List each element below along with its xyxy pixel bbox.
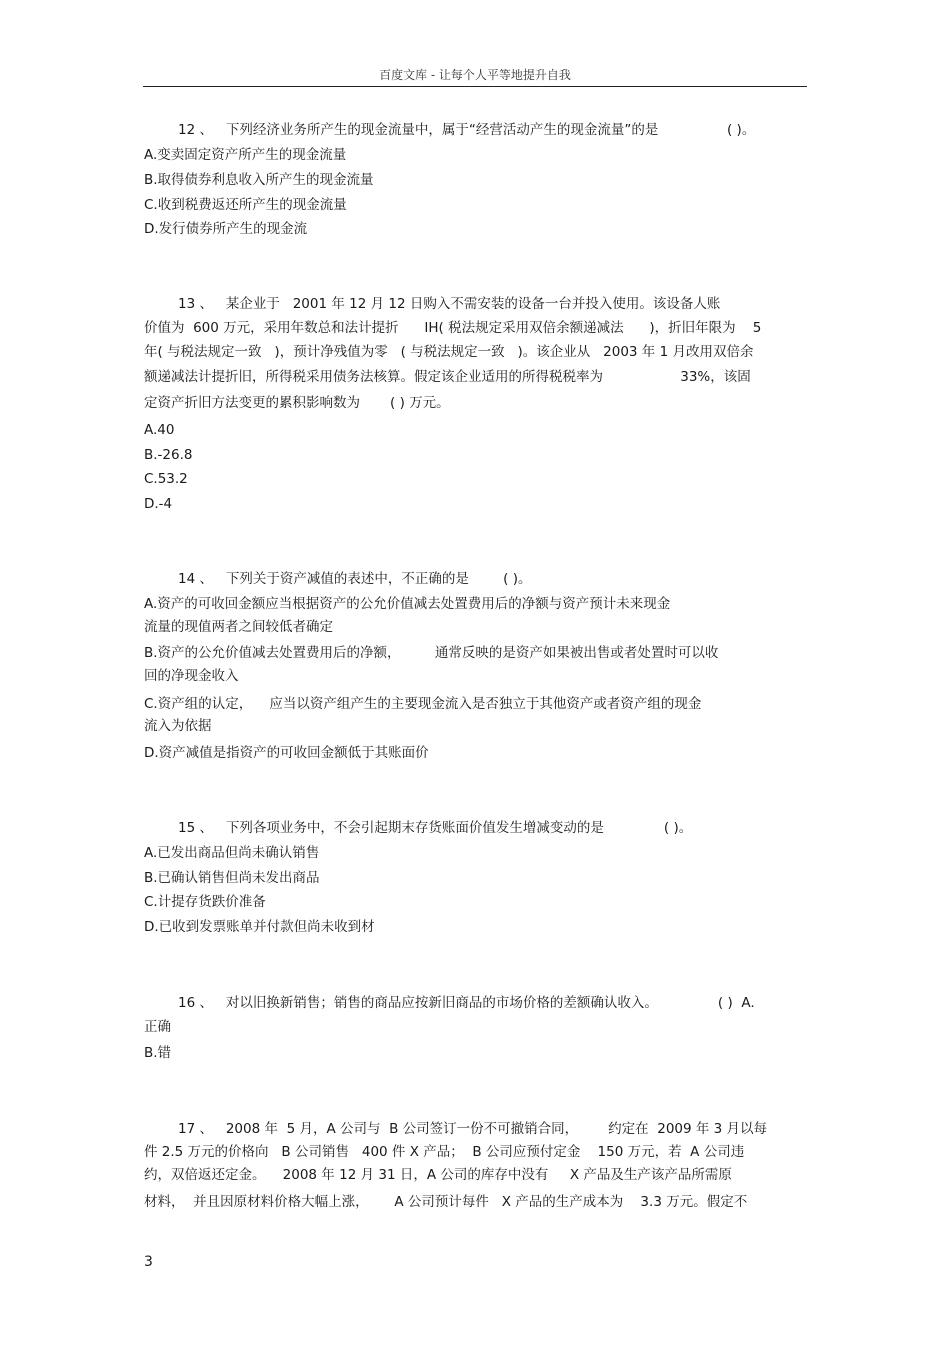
answer-option: 正确 xyxy=(144,1019,171,1035)
answer-option: D.资产减值是指资产的可收回金额低于其账面价 xyxy=(144,745,429,761)
answer-option: C.计提存货跌价准备 xyxy=(144,894,266,910)
answer-option: D.已收到发票账单并付款但尚未收到材 xyxy=(144,919,375,935)
answer-option-continued: 流量的现值两者之间较低者确定 xyxy=(144,619,333,635)
question-stem-line: 价值为 600 万元，采用年数总和法计提折 IH( 税法规定采用双倍余额递减法 )，折旧年限为 5 xyxy=(144,320,762,336)
answer-option: A.资产的可收回金额应当根据资产的公允价值减去处置费用后的净额与资产预计未来现金 xyxy=(144,596,671,612)
question-stem-line: 材料， 并且因原材料价格大幅上涨， A 公司预计每件 X 产品的生产成本为 3.3 万元。假定不 xyxy=(144,1194,748,1210)
answer-option: B.已确认销售但尚未发出商品 xyxy=(144,870,320,886)
question-stem: 12 、 下列经济业务所产生的现金流量中，属于“经营活动产生的现金流量”的是 ( )。 xyxy=(178,122,756,138)
answer-option: D.-4 xyxy=(144,496,173,512)
page-number: 3 xyxy=(144,1254,153,1270)
question-stem-line: 定资产折旧方法变更的累积影响数为 ( ) 万元。 xyxy=(144,395,450,411)
answer-option: B.错 xyxy=(144,1045,172,1061)
question-stem: 14 、 下列关于资产减值的表述中，不正确的是 ( )。 xyxy=(178,571,532,587)
answer-option: B.资产的公允价值减去处置费用后的净额， 通常反映的是资产如果被出售或者处置时可以收 xyxy=(144,645,719,661)
header-rule xyxy=(143,86,807,87)
question-stem: 13 、 某企业于 2001 年 12 月 12 日购入不需安装的设备一台并投入使用。该设备人账 xyxy=(178,296,721,312)
answer-option: D.发行债券所产生的现金流 xyxy=(144,221,308,237)
answer-option-continued: 流入为依据 xyxy=(144,718,212,734)
answer-option: A.变卖固定资产所产生的现金流量 xyxy=(144,147,347,163)
answer-option: A.已发出商品但尚未确认销售 xyxy=(144,845,320,861)
question-stem: 16 、 对以旧换新销售；销售的商品应按新旧商品的市场价格的差额确认收入。 ( ) A. xyxy=(178,995,755,1011)
question-stem: 15 、 下列各项业务中，不会引起期末存货账面价值发生增减变动的是 ( )。 xyxy=(178,820,693,836)
question-stem-line: 件 2.5 万元的价格向 B 公司销售 400 件 X 产品； B 公司应预付定金 150 万元，若 A 公司违 xyxy=(144,1144,745,1160)
question-stem-line: 年( 与税法规定一致 )，预计净残值为零 ( 与税法规定一致 )。该企业从 2003 年 1 月改用双倍余 xyxy=(144,344,754,360)
answer-option-continued: 回的净现金收入 xyxy=(144,668,239,684)
answer-option: B.-26.8 xyxy=(144,447,193,463)
answer-option: C.资产组的认定， 应当以资产组产生的主要现金流入是否独立于其他资产或者资产组的现金 xyxy=(144,696,702,712)
answer-option: A.40 xyxy=(144,422,175,438)
answer-option: B.取得债券利息收入所产生的现金流量 xyxy=(144,172,374,188)
question-stem: 17 、 2008 年 5 月，A 公司与 B 公司签订一份不可撤销合同， 约定在 2009 年 3 月以每 xyxy=(178,1121,768,1137)
page-header: 百度文库 - 让每个人平等地提升自我 xyxy=(379,68,571,82)
answer-option: C.53.2 xyxy=(144,471,188,487)
question-stem-line: 额递减法计提折旧，所得税采用债务法核算。假定该企业适用的所得税税率为 33%，该固 xyxy=(144,369,751,385)
answer-option: C.收到税费返还所产生的现金流量 xyxy=(144,197,347,213)
question-stem-line: 约，双倍返还定金。 2008 年 12 月 31 日，A 公司的库存中没有 X 产品及生产该产品所需原 xyxy=(144,1167,732,1183)
